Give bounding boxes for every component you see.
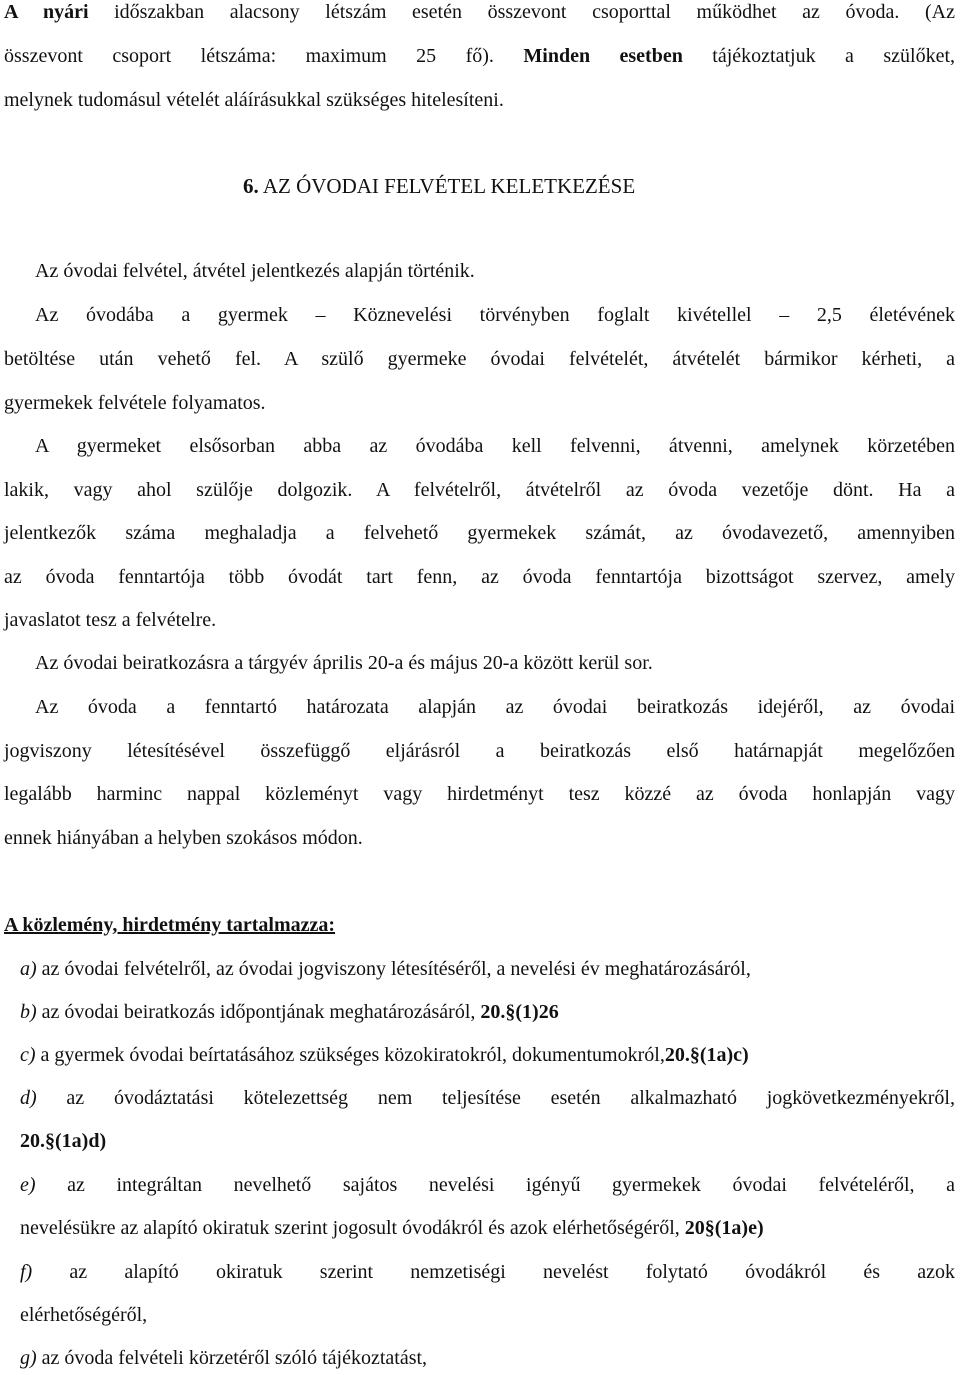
paragraph-line: Az óvodai beiratkozásra a tárgyév április 20-a és május 20-a között kerül sor.	[35, 652, 653, 674]
list-item-reference: 20.§(1a)c)	[664, 1044, 749, 1066]
paragraph-line: A gyermeket elsősorban abba az óvodába kell felvenni, átvenni, amelynek körzetében	[35, 435, 955, 457]
intro-text: időszakban alacsony létszám esetén összevont csoporttal működhet az óvoda. (Az	[88, 1, 955, 23]
section-number: 6.	[243, 174, 259, 198]
list-item-reference: 20.§(1)26	[480, 1001, 559, 1023]
paragraph-line: Az óvodába a gyermek – Köznevelési törvényben foglalt kivétellel – 2,5 életévének	[35, 304, 955, 326]
notice-heading: A közlemény, hirdetmény tartalmazza:	[4, 914, 336, 936]
paragraph-line: lakik, vagy ahol szülője dolgozik. A felvételről, átvételről az óvoda vezetője dönt. Ha a	[4, 479, 955, 501]
list-item-reference: 20.§(1a)d)	[20, 1130, 107, 1152]
list-item-text: az alapító okiratuk szerint nemzetiségi nevelést folytató óvodákról és azok	[32, 1261, 955, 1283]
intro-text: összevont csoport létszáma: maximum 25 fő).	[4, 45, 524, 67]
paragraph-line: betöltése után vehető fel. A szülő gyermeke óvodai felvételét, átvételét bármikor kérheti, a	[4, 348, 955, 370]
list-item-text: az óvoda felvételi körzetéről szóló tájékoztatást,	[36, 1347, 428, 1369]
list-item-letter: c)	[20, 1044, 36, 1066]
list-item-text: az integráltan nevelhető sajátos nevelési igényű gyermekek óvodai felvételéről, a	[35, 1174, 955, 1196]
list-item	[20, 1260, 955, 1284]
list-item-letter: a)	[20, 958, 37, 980]
section-heading	[243, 173, 635, 199]
paragraph-line: Az óvoda a fenntartó határozata alapján az óvodai beiratkozás idejéről, az óvodai	[35, 696, 955, 718]
list-item-continuation	[20, 1216, 955, 1240]
paragraph-line: gyermekek felvétele folyamatos.	[4, 392, 266, 414]
paragraph-line: az óvoda fenntartója több óvodát tart fenn, az óvoda fenntartója bizottságot szervez, amely	[4, 566, 955, 588]
list-item-letter: g)	[20, 1347, 37, 1369]
paragraph-line: Az óvodai felvétel, átvétel jelentkezés alapján történik.	[35, 260, 475, 282]
list-item	[20, 957, 955, 981]
intro-line-3: melynek tudomásul vételét aláírásukkal szükséges hitelesíteni.	[4, 89, 504, 111]
list-item-letter: b)	[20, 1001, 37, 1023]
list-item-text: az óvodáztatási kötelezettség nem teljesítése esetén alkalmazható jogkövetkezményekről,	[36, 1087, 955, 1109]
intro-line-2	[4, 44, 955, 68]
list-item	[20, 1000, 955, 1024]
list-item	[20, 1043, 955, 1067]
paragraph-line: jogviszony létesítésével összefüggő eljárásról a beiratkozás első határnapját megelőzően	[4, 740, 955, 762]
list-item-text: az óvodai felvételről, az óvodai jogviszony létesítéséről, a nevelési év meghatározásáról,	[36, 958, 751, 980]
list-item-letter: d)	[20, 1087, 37, 1109]
list-item	[20, 1346, 955, 1370]
list-item-text: a gyermek óvodai beírtatásához szükséges közokiratokról, dokumentumokról,	[35, 1044, 665, 1066]
list-item-continuation: elérhetőségéről,	[20, 1304, 148, 1326]
list-item-text: az óvodai beiratkozás időpontjának meghatározásáról,	[36, 1001, 481, 1023]
paragraph-line: javaslatot tesz a felvételre.	[4, 609, 217, 631]
list-item-letter: e)	[20, 1174, 36, 1196]
paragraph-line: ennek hiányában a helyben szokásos módon.	[4, 827, 363, 849]
list-item-reference: 20§(1a)e)	[684, 1217, 764, 1239]
list-item	[20, 1173, 955, 1197]
intro-bold-phrase: A nyári	[4, 1, 89, 23]
intro-text: tájékoztatjuk a szülőket,	[682, 45, 956, 67]
intro-bold-phrase: Minden esetben	[523, 45, 683, 67]
paragraph-line: legalább harminc nappal közleményt vagy hirdetményt tesz közzé az óvoda honlapján vagy	[4, 783, 955, 805]
list-item-text: nevelésükre az alapító okiratuk szerint jogosult óvodákról és azok elérhetőségéről,	[20, 1217, 685, 1239]
intro-line-1	[4, 0, 955, 24]
list-item-letter: f)	[20, 1261, 33, 1283]
list-item	[20, 1086, 955, 1110]
paragraph-line: jelentkezők száma meghaladja a felvehető gyermekek számát, az óvodavezető, amennyiben	[4, 522, 955, 544]
section-title: AZ ÓVODAI FELVÉTEL KELETKEZÉSE	[258, 174, 636, 198]
